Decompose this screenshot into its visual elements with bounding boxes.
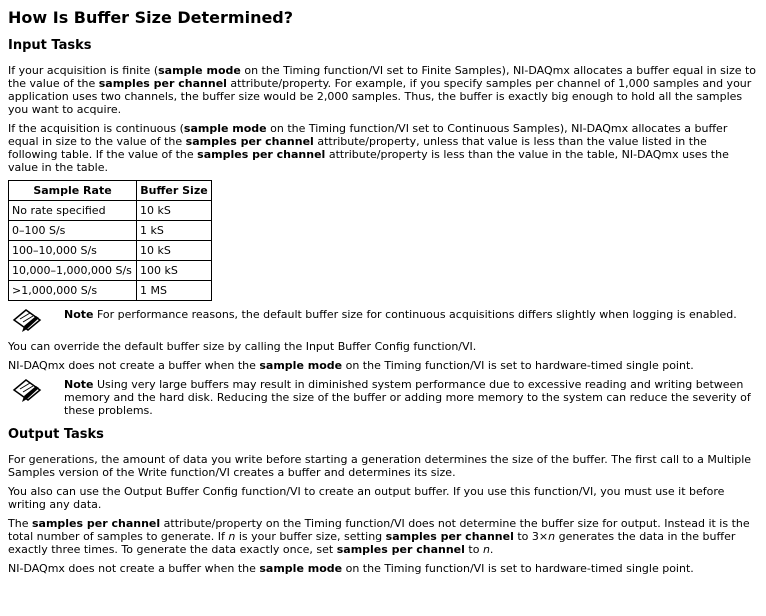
input-paragraph-finite: If your acquisition is finite (sample mode on the Timing function/VI set to Finite Samples), NI-DAQmx allocates a buffer equal in size to the value of the samples per channel attribute/property. For example, if you specify samples per channel of 1,000 samples and your application uses two channels, the buffer size would be 2,000 samples. Thus, the buffer is exactly big enough to hold all the samples you want to acquire. <box>8 64 757 116</box>
output-paragraph-single-point: NI-DAQmx does not create a buffer when the sample mode on the Timing function/VI is set to hardware-timed single point. <box>8 562 694 575</box>
table-row <box>9 201 212 221</box>
note-text: Using very large buffers may result in diminished system performance due to excessive reading and writing between memory and the hard disk. Reducing the size of the buffer or adding more memory to the system can reduce the severity of these problems. <box>64 378 751 417</box>
table-cell: 100–10,000 S/s <box>9 241 137 261</box>
table-row <box>9 241 212 261</box>
table-row <box>9 281 212 301</box>
input-paragraph-continuous: If the acquisition is continuous (sample mode on the Timing function/VI set to Continuous Samples), NI-DAQmx allocates a buffer equal in size to the value of the samples per channel attribute/property, unless that value is less than the value listed in the following table. If the value of the samples per channel attribute/property is less than the value in the table, NI-DAQmx uses the value in the table. <box>8 122 729 174</box>
column-header-buffer-size: Buffer Size <box>137 181 212 201</box>
column-header-sample-rate: Sample Rate <box>9 181 137 201</box>
table-header-row <box>9 181 212 201</box>
table-row <box>9 261 212 281</box>
output-paragraph-config: You also can use the Output Buffer Config function/VI to create an output buffer. If you use this function/VI, you must use it before writing any data. <box>8 485 725 511</box>
table-cell: 10 kS <box>137 241 212 261</box>
table-cell: 10,000–1,000,000 S/s <box>9 261 137 281</box>
table-cell: 1 MS <box>137 281 212 301</box>
buffer-size-table <box>8 180 212 301</box>
input-paragraph-single-point: NI-DAQmx does not create a buffer when the sample mode on the Timing function/VI is set to hardware-timed single point. <box>8 359 694 372</box>
table-cell: No rate specified <box>9 201 137 221</box>
table-row <box>9 221 212 241</box>
page-title: How Is Buffer Size Determined? <box>8 8 294 27</box>
section-heading-input: Input Tasks <box>8 38 92 53</box>
note-large-buffers <box>8 378 758 417</box>
output-paragraph-samples-per-channel: The samples per channel attribute/property on the Timing function/VI does not determine the buffer size for output. Instead it is the total number of samples to generate. If n is your buffer size, setting samples per channel to 3×n generates the data in the buffer exactly three times. To generate the data exactly once, set samples per channel to n. <box>8 517 750 556</box>
note-pencil-icon <box>12 378 42 404</box>
table-cell: 100 kS <box>137 261 212 281</box>
note-pencil-icon <box>12 308 42 334</box>
table-cell: 1 kS <box>137 221 212 241</box>
note-logging <box>8 308 758 334</box>
table-cell: >1,000,000 S/s <box>9 281 137 301</box>
note-label: Note <box>64 378 94 391</box>
note-label: Note <box>64 308 94 321</box>
output-paragraph-generations: For generations, the amount of data you write before starting a generation determines the size of the buffer. The first call to a Multiple Samples version of the Write function/VI creates a buffer and determines its size. <box>8 453 752 479</box>
table-cell: 10 kS <box>137 201 212 221</box>
section-heading-output: Output Tasks <box>8 427 104 442</box>
input-paragraph-override: You can override the default buffer size by calling the Input Buffer Config function/VI. <box>8 340 477 353</box>
note-text: For performance reasons, the default buffer size for continuous acquisitions differs slightly when logging is enabled. <box>93 308 737 321</box>
table-cell: 0–100 S/s <box>9 221 137 241</box>
